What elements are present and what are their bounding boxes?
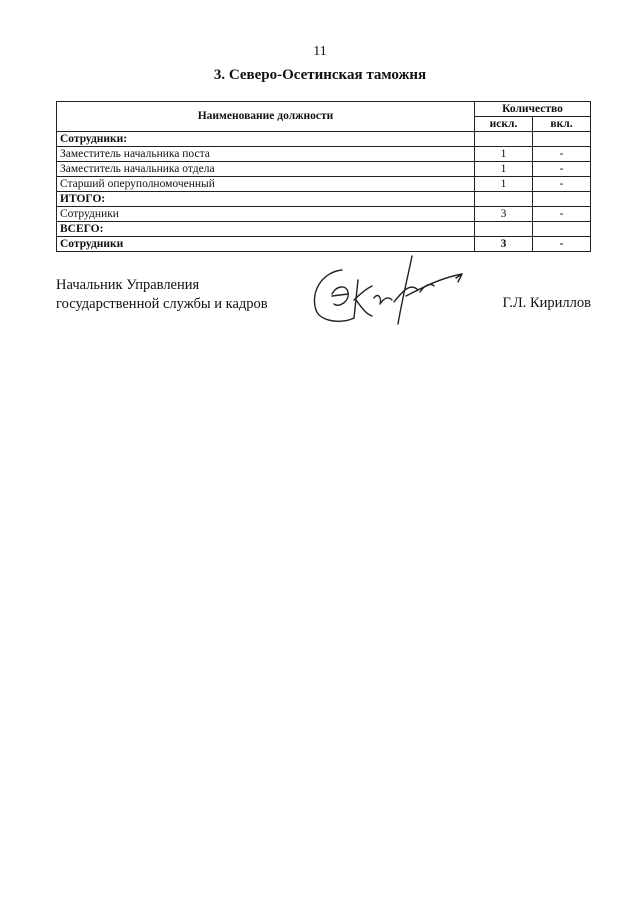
page-number: 11 [313, 44, 327, 59]
excluded-count-cell [475, 192, 533, 207]
position-name-cell: Заместитель начальника отдела [57, 162, 475, 177]
excluded-count-cell [475, 132, 533, 147]
signer-name: Г.Л. Кириллов [502, 295, 591, 311]
header-position-name: Наименование должности [57, 102, 475, 132]
signature-title-line-2: государственной службы и кадров [56, 296, 268, 312]
table-row [57, 207, 591, 222]
table-row [57, 237, 591, 252]
section-title: 3. Северо-Осетинская таможня [213, 67, 427, 83]
included-count-cell: - [533, 207, 591, 222]
position-name-cell: Сотрудники [57, 207, 475, 222]
header-excluded: искл. [475, 117, 533, 132]
excluded-count-cell: 1 [475, 147, 533, 162]
position-name-cell: ВСЕГО: [57, 222, 475, 237]
excluded-count-cell: 3 [475, 237, 533, 252]
staff-table [56, 101, 591, 252]
included-count-cell [533, 222, 591, 237]
excluded-count-cell: 1 [475, 162, 533, 177]
position-name-cell: Сотрудники [57, 237, 475, 252]
signature-title-line-1: Начальник Управления [56, 277, 200, 293]
included-count-cell [533, 132, 591, 147]
table-header-row [57, 102, 591, 117]
signature-title [56, 276, 268, 314]
position-name-cell: Заместитель начальника поста [57, 147, 475, 162]
handwritten-signature [302, 252, 474, 332]
excluded-count-cell: 3 [475, 207, 533, 222]
included-count-cell: - [533, 237, 591, 252]
included-count-cell: - [533, 177, 591, 192]
table-row [57, 147, 591, 162]
position-name-cell: ИТОГО: [57, 192, 475, 207]
included-count-cell [533, 192, 591, 207]
header-quantity: Количество [475, 102, 591, 117]
table-row [57, 222, 591, 237]
header-included: вкл. [533, 117, 591, 132]
table-row [57, 177, 591, 192]
position-name-cell: Сотрудники: [57, 132, 475, 147]
excluded-count-cell: 1 [475, 177, 533, 192]
included-count-cell: - [533, 147, 591, 162]
table-row [57, 162, 591, 177]
table-row [57, 192, 591, 207]
included-count-cell: - [533, 162, 591, 177]
table-row [57, 132, 591, 147]
position-name-cell: Старший оперуполномоченный [57, 177, 475, 192]
excluded-count-cell [475, 222, 533, 237]
